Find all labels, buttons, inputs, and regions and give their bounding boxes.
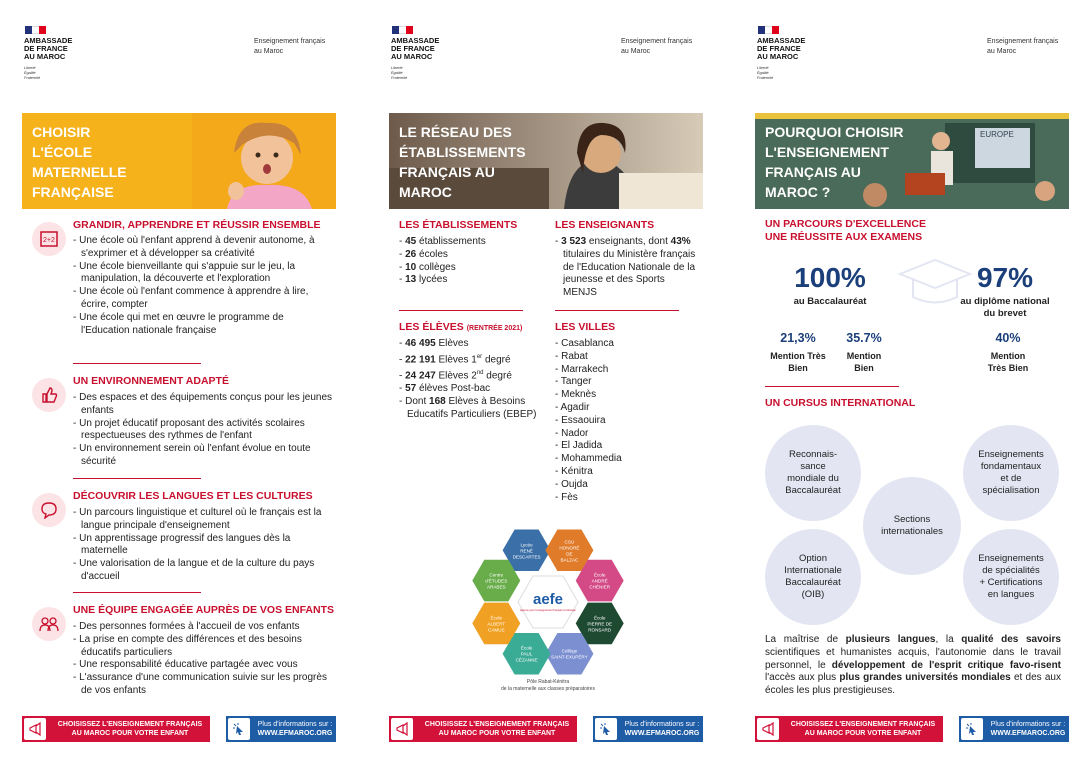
bubble-reconnaissance: Reconnais- sance mondiale du Baccalauréat xyxy=(765,425,861,521)
diagram-node-label: HONORÉ xyxy=(559,545,580,551)
divider xyxy=(765,386,899,387)
hero-banner xyxy=(755,113,1069,209)
list-etablissements xyxy=(399,236,539,287)
cursor-click-icon xyxy=(595,718,617,740)
hero-banner xyxy=(22,113,336,209)
section-title-etablissements: LES ÉTABLISSEMENTS xyxy=(399,219,518,231)
list-langues xyxy=(73,507,333,584)
diagram-node-label: École xyxy=(520,645,533,651)
mention-label: Mention Très Bien xyxy=(987,351,1029,373)
team-icon xyxy=(32,607,66,641)
section-title-enseignants: LES ENSEIGNANTS xyxy=(555,219,655,231)
list-item: - Dont 168 Elèves à Besoins Educatifs Particuliers (EBEP) xyxy=(399,395,537,420)
hero-banner xyxy=(389,113,703,209)
cursor-click-icon xyxy=(961,718,983,740)
info-label: Plus d'informations sur : xyxy=(257,721,333,728)
list-item: - La prise en compte des différences et des besoins éducatifs particuliers xyxy=(73,633,302,658)
thumbs-up-icon xyxy=(32,378,66,412)
list-environnement xyxy=(73,392,333,469)
cta-button[interactable] xyxy=(22,716,210,742)
list-item: - Agadir xyxy=(555,401,590,413)
divider xyxy=(555,310,679,311)
diagram-node-label: d'ÉTUDES xyxy=(485,578,508,584)
bubble-specialites: Enseignements de spécialités + Certifications en langues xyxy=(963,529,1059,625)
list-item: - Une école qui met en œuvre le programme de l'Education nationale française xyxy=(73,311,284,336)
diagram-node-label: RENÉ xyxy=(520,548,533,554)
section-title-environnement: UN ENVIRONNEMENT ADAPTÉ xyxy=(73,375,229,387)
list-item: - Un parcours linguistique et culturel où le français est la langue principale d'enseignement xyxy=(73,507,322,531)
aefe-network-diagram xyxy=(463,520,633,680)
brevet-percent: 97% xyxy=(976,262,1034,293)
list-item: - 46 495 Elèves xyxy=(399,338,469,349)
info-link[interactable] xyxy=(226,716,336,742)
megaphone-icon xyxy=(24,718,46,740)
hero-title: CHOISIR L'ÉCOLE MATERNELLE FRANÇAISE xyxy=(32,124,127,200)
devise-label: Liberté Égalité Fraternité xyxy=(391,66,408,80)
devise-label: Liberté Égalité Fraternité xyxy=(24,66,41,80)
section-title-grandir: GRANDIR, APPRENDRE ET RÉUSSIR ENSEMBLE xyxy=(73,219,321,231)
ambassade-label: AMBASSADE DE FRANCE AU MAROC xyxy=(391,36,440,61)
french-flag-icon xyxy=(758,26,779,34)
list-item: - Nador xyxy=(555,427,589,439)
section-title-equipe: UNE ÉQUIPE ENGAGÉE AUPRÈS DE VOS ENFANTS xyxy=(73,604,334,616)
info-label: Plus d'informations sur : xyxy=(990,721,1066,728)
list-item: - 13 lycées xyxy=(399,274,448,286)
list-item: - Une valorisation de la langue et de la culture du pays d'accueil xyxy=(73,558,315,582)
list-item: - Un projet éducatif proposant des activités scolaires respectueuses des rythmes de l'enfant xyxy=(73,417,305,442)
list-item: - Des espaces et des équipements conçus pour les jeunes enfants xyxy=(73,392,333,416)
divider xyxy=(73,592,201,593)
speech-bubble-icon xyxy=(32,493,66,527)
list-grandir xyxy=(73,235,333,337)
bubble-sections: Sections internationales xyxy=(863,477,961,575)
list-item: - 22 191 Elèves 1er degré xyxy=(399,353,511,366)
list-item: - 26 écoles xyxy=(399,248,448,260)
section-title-villes: LES VILLES xyxy=(555,321,616,333)
bac-percent: 100% xyxy=(794,262,866,293)
diagram-node-label: École xyxy=(490,615,503,621)
diagram-node-label: DE xyxy=(566,551,573,557)
enseignement-label: Enseignement français au Maroc xyxy=(621,38,693,55)
divider xyxy=(399,310,523,311)
list-item: - Une école bienveillante qui s'appuie sur le jeu, la manipulation, la découverte et l'exploration xyxy=(73,260,296,285)
section-title-cursus: UN CURSUS INTERNATIONAL xyxy=(765,397,916,409)
list-item: - 10 collèges xyxy=(399,261,456,273)
diagram-node-label: Centre xyxy=(489,572,504,578)
diagram-node-label: ANDRÉ xyxy=(591,578,608,584)
list-item: - Marrakech xyxy=(555,363,609,375)
hero-title: LE RÉSEAU DES ÉTABLISSEMENTS FRANÇAIS AU MAROC xyxy=(399,124,526,200)
diagram-node-label: CÉZANNE xyxy=(515,657,538,663)
diagram-node-label: CSU xyxy=(564,539,575,545)
cta-button[interactable] xyxy=(755,716,943,742)
mention-label: Mention Très Bien xyxy=(770,351,826,373)
ambassade-label: AMBASSADE DE FRANCE AU MAROC xyxy=(24,36,73,61)
diagram-node-label: ARABES xyxy=(486,584,506,590)
list-item: - Rabat xyxy=(555,350,588,362)
diagram-node-label: École xyxy=(593,572,606,578)
cta-text: CHOISISSEZ L'ENSEIGNEMENT FRANÇAIS AU MAROC POUR VOTRE ENFANT xyxy=(57,721,203,737)
list-item: - 45 établissements xyxy=(399,236,486,247)
diagram-caption: Pôle Rabat-Kénitra de la maternelle aux classes préparatoires xyxy=(501,679,595,692)
cta-text: CHOISISSEZ L'ENSEIGNEMENT FRANÇAIS AU MAROC POUR VOTRE ENFANT xyxy=(424,721,570,737)
divider xyxy=(73,363,201,364)
list-item: - El Jadida xyxy=(555,440,603,452)
text-enseignants: - 3 523 enseignants, dont 43% titulaires du Ministère français de l'Education Nationale de la jeunesse et des Sports MENJS xyxy=(555,236,696,299)
list-item: - 57 élèves Post-bac xyxy=(399,383,491,395)
list-villes xyxy=(555,338,695,504)
list-eleves xyxy=(399,338,549,421)
info-url: WWW.EFMAROC.ORG xyxy=(624,730,700,737)
diagram-node-label: Collège xyxy=(561,648,578,654)
list-item: - Kénitra xyxy=(555,465,593,477)
info-link[interactable] xyxy=(959,716,1069,742)
diagram-node-label: CHÉNIER xyxy=(589,584,611,590)
megaphone-icon xyxy=(757,718,779,740)
french-flag-icon xyxy=(25,26,46,34)
panel-maternelle xyxy=(22,0,340,757)
list-item: - Une école où l'enfant apprend à devenir autonome, à s'exprimer et à développer sa créativité xyxy=(73,235,315,259)
hero-title: POURQUOI CHOISIR L'ENSEIGNEMENT FRANÇAIS AU MAROC ? xyxy=(765,124,904,200)
mention-pct: 35.7% xyxy=(846,331,882,345)
section-title-excellence: UN PARCOURS D'EXCELLENCE UNE RÉUSSITE AUX EXAMENS xyxy=(765,218,926,243)
diagram-node-label: PAUL xyxy=(520,651,533,657)
brevet-label: au diplôme national du brevet xyxy=(960,296,1050,319)
list-item: - Une école où l'enfant commence à apprendre à lire, écrire, compter xyxy=(73,286,309,310)
svg-text:EUROPE: EUROPE xyxy=(980,130,1014,139)
aefe-logo-subtext: Agence pour l'enseignement français à l'étranger xyxy=(519,609,577,612)
list-item: - Mohammedia xyxy=(555,453,622,465)
panel-pourquoi xyxy=(755,0,1073,757)
list-item: - Des personnes formées à l'accueil de vos enfants xyxy=(73,621,300,632)
panel-reseau xyxy=(389,0,707,757)
diagram-node-label: RONSARD xyxy=(588,627,612,633)
cta-text: CHOISISSEZ L'ENSEIGNEMENT FRANÇAIS AU MAROC POUR VOTRE ENFANT xyxy=(790,721,936,737)
diagram-node-label: CAMUS xyxy=(488,627,505,633)
list-item: - Un environnement serein où l'enfant évolue en toute sécurité xyxy=(73,443,311,467)
mention-label: Mention Bien xyxy=(846,351,882,373)
diagram-node-label: PIERRE DE xyxy=(587,621,613,627)
diagram-node-label: Lycée xyxy=(520,542,533,548)
diagram-node-label: École xyxy=(593,615,606,621)
svg-text:2+2: 2+2 xyxy=(43,237,55,244)
list-item: - Tanger xyxy=(555,376,592,388)
list-item: - 24 247 Elèves 2nd degré xyxy=(399,369,512,382)
diagram-node-label: DESCARTES xyxy=(512,554,541,560)
info-label: Plus d'informations sur : xyxy=(624,721,700,728)
aefe-logo-text: aefe xyxy=(532,591,564,608)
enseignement-label: Enseignement français au Maroc xyxy=(987,38,1059,55)
bac-label: au Baccalauréat xyxy=(793,296,867,307)
info-link[interactable] xyxy=(593,716,703,742)
cursor-click-icon xyxy=(228,718,250,740)
bubble-oib: Option Internationale Baccalauréat (OIB) xyxy=(765,529,861,625)
french-flag-icon xyxy=(392,26,413,34)
list-item: - Une responsabilité éducative partagée avec vous xyxy=(73,659,298,671)
mention-pct: 21,3% xyxy=(780,331,816,345)
diagram-node-label: SAINT-EXUPÉRY xyxy=(551,654,588,660)
abacus-icon xyxy=(32,222,66,256)
devise-label: Liberté Égalité Fraternité xyxy=(757,66,774,80)
list-item: - Oujda xyxy=(555,478,588,490)
list-equipe xyxy=(73,621,333,698)
ambassade-label: AMBASSADE DE FRANCE AU MAROC xyxy=(757,36,806,61)
list-item: - Casablanca xyxy=(555,338,614,349)
megaphone-icon xyxy=(391,718,413,740)
info-url: WWW.EFMAROC.ORG xyxy=(990,730,1066,737)
info-url: WWW.EFMAROC.ORG xyxy=(257,730,333,737)
diagram-node-label: ALBERT xyxy=(487,621,506,627)
section-title-eleves: LES ÉLÈVES (RENTRÉE 2021) xyxy=(399,321,523,333)
section-title-langues: DÉCOUVRIR LES LANGUES ET LES CULTURES xyxy=(73,490,313,502)
bubble-enseignements: Enseignements fondamentaux et de spécialisation xyxy=(963,425,1059,521)
enseignement-label: Enseignement français au Maroc xyxy=(254,38,326,55)
list-item: - Fès xyxy=(555,491,578,503)
mention-pct: 40% xyxy=(995,331,1021,345)
diagram-node-label: BALZAC xyxy=(560,557,579,563)
divider xyxy=(73,478,201,479)
list-item: - L'assurance d'une communication suivie sur les progrès de vos enfants xyxy=(73,672,327,696)
cta-button[interactable] xyxy=(389,716,577,742)
paragraph-conclusion: La maîtrise de plusieurs langues, la qualité des savoirs scientifiques et humanistes acquis, l'autonomie dans le travail personnel, le développement de l'esprit critique favo-risent l'accès aux plus plus grandes universités mondiales et des aux écoles les plus prestigieuses. xyxy=(765,634,1062,697)
list-item: - Meknès xyxy=(555,389,597,401)
list-item: - Essaouira xyxy=(555,414,606,426)
list-item: - Un apprentissage progressif des langues dès la maternelle xyxy=(73,532,291,557)
